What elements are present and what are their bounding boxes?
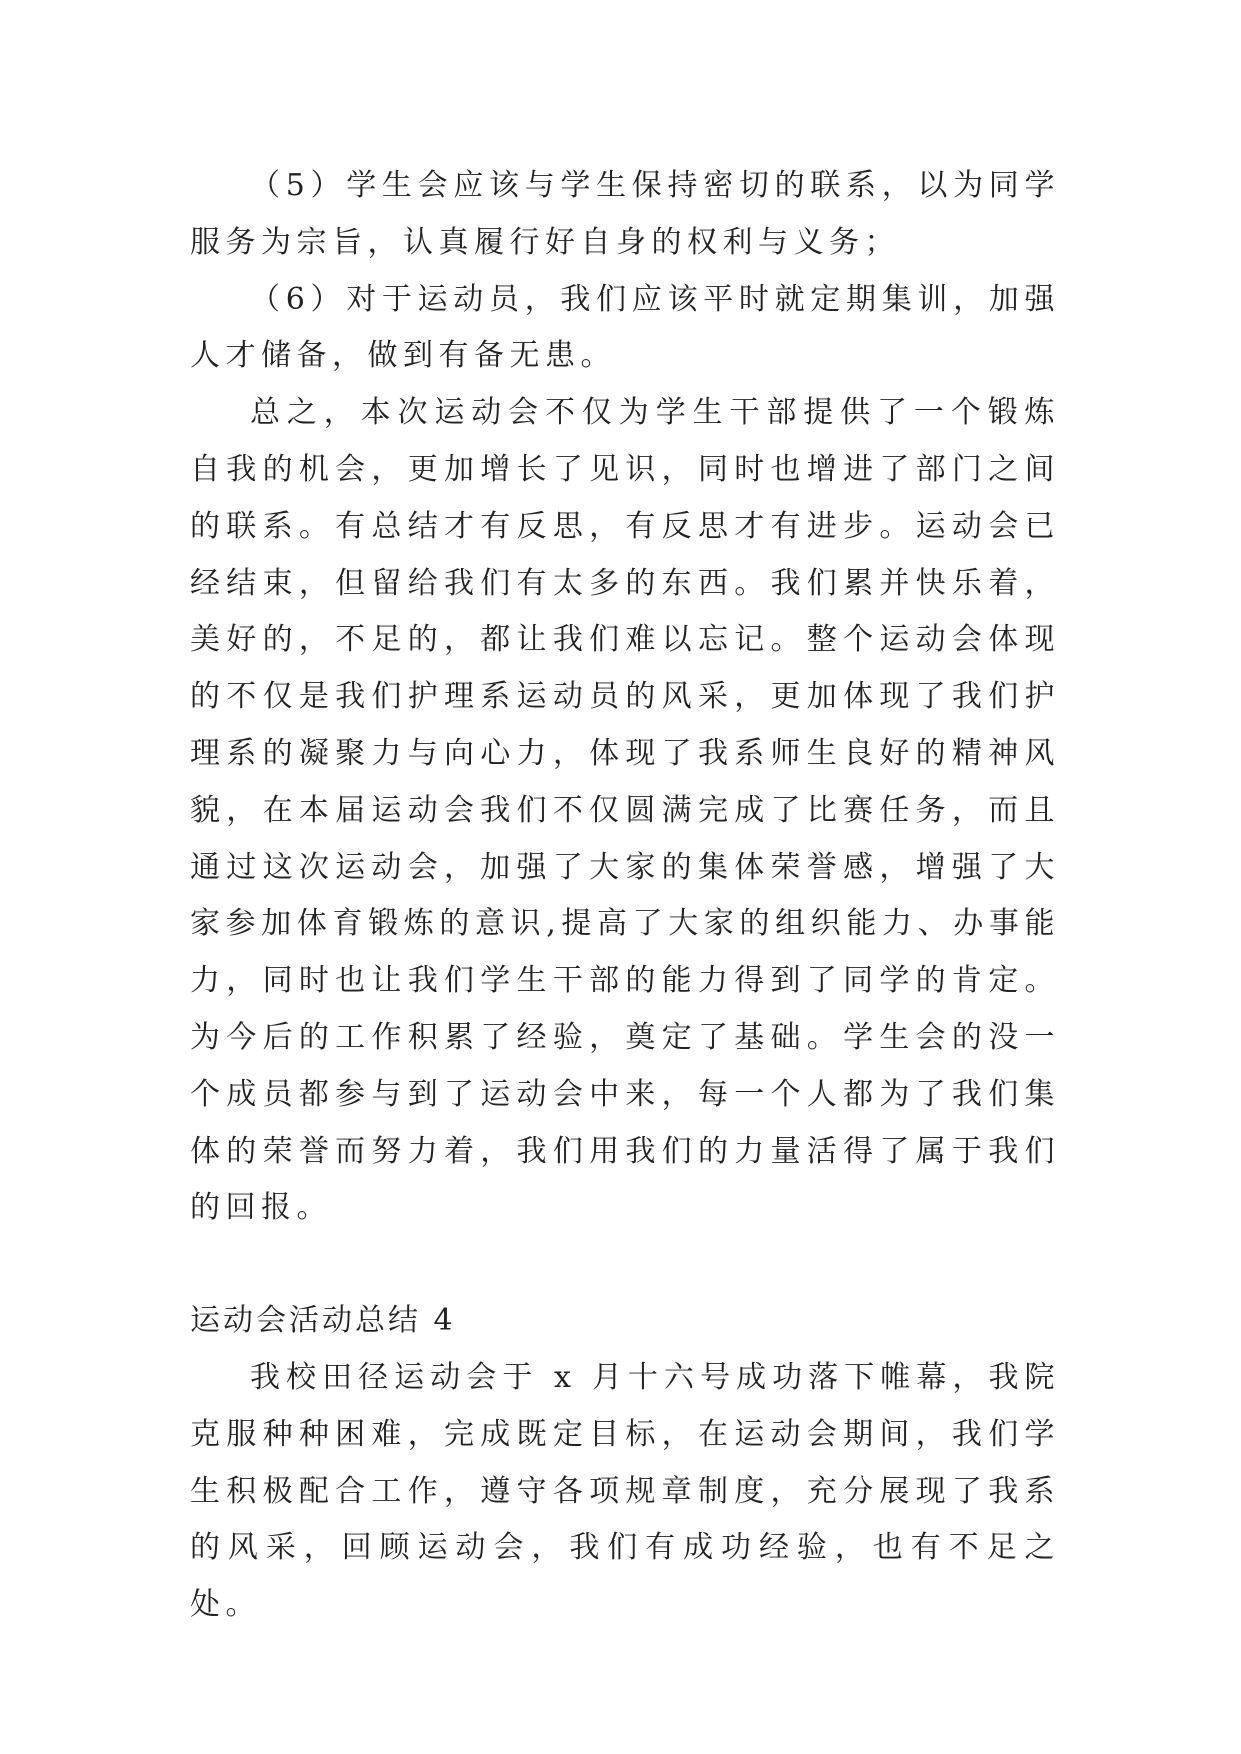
- paragraph-intro: 我校田径运动会于 x 月十六号成功落下帷幕，我院克服种种困难，完成既定目标，在运动会期间，我们学生积极配合工作，遵守各项规章制度，充分展现了我系的风采，回顾运动会，我们有成功经验，也有不足之处。: [190, 1359, 1060, 1623]
- paragraph-conclusion: 总之，本次运动会不仅为学生干部提供了一个锻炼自我的机会，更加增长了见识，同时也增进了部门之间的联系。有总结才有反思，有反思才有进步。运动会已经结束，但留给我们有太多的东西。我们累并快乐着，美好的，不足的，都让我们难以忘记。整个运动会体现的不仅是我们护理系运动员的风采，更加体现了我们护理系的凝聚力与向心力，体现了我系师生良好的精神风貌，在本届运动会我们不仅圆满完成了比赛任务，而且通过这次运动会，加强了大家的集体荣誉感，增强了大家参加体育锻炼的意识,提高了大家的组织能力、办事能力，同时也让我们学生干部的能力得到了同学的肯定。为今后的工作积累了经验，奠定了基础。学生会的没一个成员都参与到了运动会中来，每一个人都为了我们集体的荣誉而努力着，我们用我们的力量活得了属于我们的回报。: [190, 395, 1060, 1226]
- section-heading: 运动会活动总结 4: [190, 1303, 456, 1339]
- paragraph-item-6: （6）对于运动员，我们应该平时就定期集训，加强人才储备，做到有备无患。: [190, 281, 1060, 374]
- document-body: [190, 158, 1060, 1634]
- paragraph-item-5: （5）学生会应该与学生保持密切的联系，以为同学服务为宗旨，认真履行好自身的权利与义务；: [190, 168, 1060, 260]
